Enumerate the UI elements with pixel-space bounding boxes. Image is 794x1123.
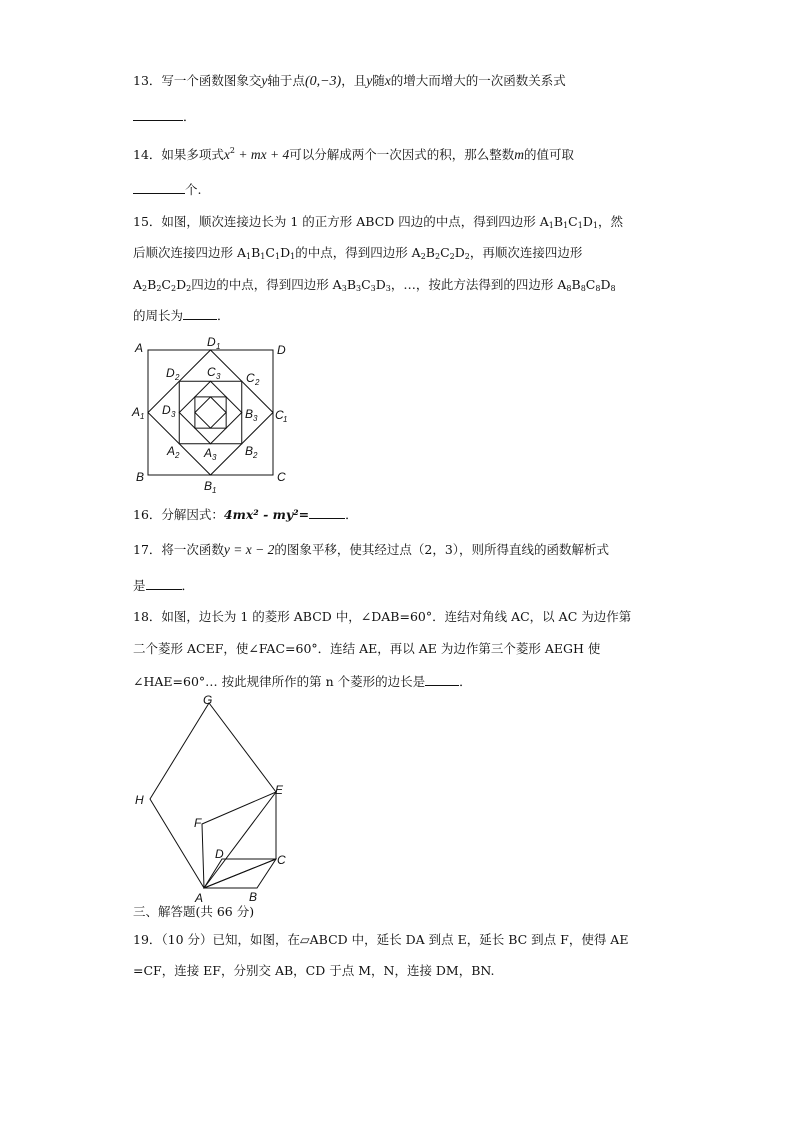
answer-blank[interactable] — [133, 181, 185, 194]
label-C: C — [277, 470, 286, 484]
label-D3: D — [162, 403, 171, 417]
square-a5b5c5d5 — [195, 397, 226, 428]
q15-line4: 的周长为 ． — [133, 308, 230, 323]
svg-text:2: 2 — [253, 451, 258, 460]
q13-line2: ． — [133, 108, 196, 126]
q15-line3: $A_2B_2C_2D_2$四边的中点，得到四边形 $A_3B_3C_3D_3$，…，按此方法得到的四边形 $A_8B_8C_8D_8$ — [133, 277, 616, 293]
q14-line2: 个. — [133, 181, 201, 199]
q13-line1: 13．写一个函数图象交y轴于点(0,−3)，且y随x的增大而增大的一次函数关系式 — [133, 73, 566, 89]
svg-text:2: 2 — [175, 451, 180, 460]
q15-line2: 后顺次连接四边形 $A_1B_1C_1D_1$的中点，得到四边形 $A_2B_2C_2D_2$，再顺次连接四边形 — [133, 245, 583, 261]
label-E: E — [275, 783, 284, 797]
q15-figure — [128, 334, 298, 494]
svg-text:1: 1 — [140, 412, 145, 421]
q18-line1: 18．如图，边长为 1 的菱形 ABCD 中，∠DAB=60°．连结对角线 AC，以 AC 为边作第 — [133, 609, 632, 624]
rhombus-aegh — [150, 703, 276, 888]
label-A2: A — [167, 444, 176, 458]
square-a3b3c3d3 — [179, 381, 242, 444]
q15-number: 15． — [133, 214, 162, 229]
label-B2: B — [245, 444, 254, 458]
label-D2: D — [166, 366, 175, 380]
label-B1: B — [204, 479, 213, 493]
label-G: G — [203, 693, 213, 707]
svg-text:2: 2 — [255, 378, 260, 387]
section-heading: 三、解答题(共 66 分) — [133, 904, 255, 919]
label-C: C — [277, 853, 286, 867]
label-B: B — [136, 470, 145, 484]
q14-line1: 14．如果多项式$x^2$ + mx + 4可以分解成两个一次因式的积，那么整数m的值可取 — [133, 146, 575, 162]
label-B3: B — [245, 407, 254, 421]
square-a4b4c4d4 — [195, 397, 226, 428]
label-D: D — [215, 847, 224, 861]
q17-line2: 是 ． — [133, 578, 195, 593]
q16-line: 16．分解因式：4mx² - my²= ． — [133, 507, 358, 522]
label-C1: C — [275, 408, 284, 422]
q13-number: 13． — [133, 73, 162, 88]
q19-number: 19． — [133, 932, 162, 947]
label-A: A — [195, 891, 204, 904]
q18-number: 18． — [133, 609, 162, 624]
answer-blank[interactable] — [425, 673, 459, 686]
svg-text:2: 2 — [175, 373, 180, 382]
label-D1: D — [207, 335, 216, 349]
answer-blank[interactable] — [133, 108, 183, 121]
q19-line1: 19．（10 分）已知，如图，在▱ABCD 中，延长 DA 到点 E，延长 BC 到点 F，使得 AE — [133, 932, 629, 947]
q16-expression: 4mx² - my²= — [223, 507, 310, 522]
q17-function: y = x − 2 — [223, 542, 275, 557]
q14-number: 14． — [133, 147, 162, 162]
q15-line1: 15．如图，顺次连接边长为 1 的正方形 ABCD 四边的中点，得到四边形 $A_1B_1C_1D_1$，然 — [133, 214, 623, 230]
square-a2b2c2d2 — [179, 381, 242, 444]
svg-text:3: 3 — [253, 414, 258, 423]
label-A3: A — [204, 446, 213, 460]
label-F: F — [194, 816, 202, 830]
q14-polynomial: + mx + 4 — [235, 147, 290, 162]
svg-text:3: 3 — [212, 453, 217, 462]
label-D: D — [277, 343, 286, 357]
svg-text:1: 1 — [216, 342, 221, 351]
q16-number: 16． — [133, 507, 162, 522]
label-A: A — [135, 341, 144, 355]
q17-number: 17． — [133, 542, 162, 557]
q13-point: (0,−3) — [304, 74, 342, 89]
answer-blank[interactable] — [309, 506, 345, 519]
q18-figure — [128, 690, 298, 904]
svg-text:3: 3 — [216, 372, 221, 381]
answer-blank[interactable] — [183, 307, 217, 320]
label-A1: A — [132, 405, 141, 419]
answer-blank[interactable] — [146, 577, 182, 590]
label-C2: C — [246, 371, 255, 385]
svg-text:3: 3 — [171, 410, 176, 419]
q18-line2: 二个菱形 ACEF，使∠FAC=60°．连结 AE，再以 AE 为边作第三个菱形 AEGH 使 — [133, 641, 601, 656]
q19-line2: =CF，连接 EF，分别交 AB，CD 于点 M，N，连接 DM，BN. — [133, 963, 495, 978]
q18-line3: ∠HAE=60°… 按此规律所作的第 n 个菱形的边长是 ． — [133, 674, 472, 689]
label-H: H — [135, 793, 144, 807]
label-C3: C — [207, 365, 216, 379]
label-B: B — [249, 890, 258, 904]
q17-line1: 17．将一次函数y = x − 2的图象平移，使其经过点（2，3），则所得直线的函数解析式 — [133, 542, 610, 557]
svg-text:1: 1 — [283, 415, 288, 424]
svg-text:1: 1 — [212, 486, 217, 494]
